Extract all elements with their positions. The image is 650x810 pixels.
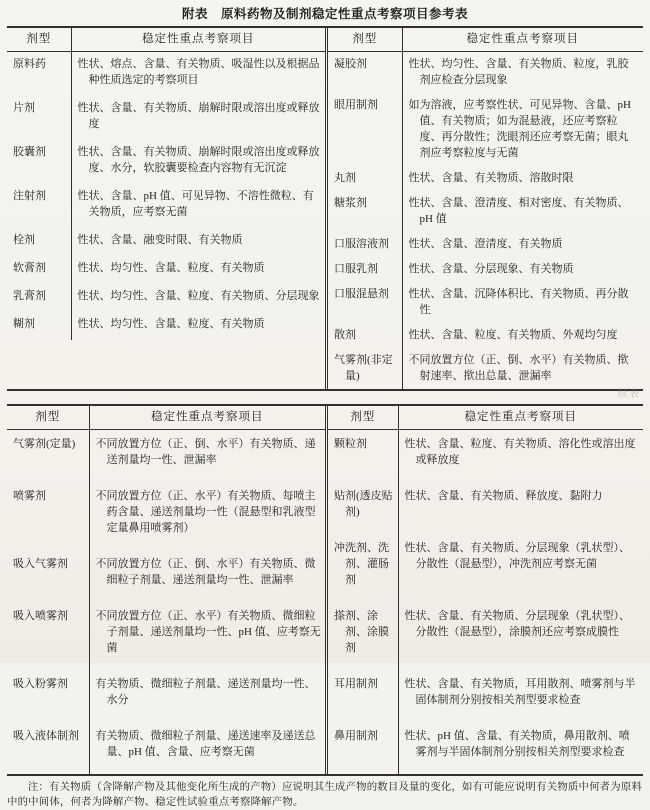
table-row <box>328 670 643 722</box>
table-row <box>328 534 643 602</box>
stability-table-1 <box>7 26 643 391</box>
table-row <box>7 256 325 284</box>
header-row <box>328 406 643 430</box>
dosage-form-cell: 吸入喷雾剂 <box>13 610 68 622</box>
dosage-form-cell: 糊剂 <box>13 318 35 330</box>
table-2-left-half <box>7 406 325 774</box>
table-row <box>7 550 325 602</box>
table-gap <box>7 391 643 404</box>
table-1-left-half <box>7 28 325 389</box>
table-row <box>328 93 643 166</box>
items-cell: 性状、含量、有关物质、崩解时限或溶出度或释放度 <box>77 102 320 130</box>
table-row <box>7 602 325 670</box>
dosage-form-cell: 眼用制剂 <box>334 99 378 111</box>
table-row <box>328 232 643 257</box>
dosage-form-cell: 鼻用制剂 <box>334 730 378 742</box>
dosage-form-cell: 口服溶液剂 <box>334 238 389 250</box>
items-cell: 性状、均匀性、含量、粒度、有关物质 <box>77 262 265 274</box>
table-row <box>328 52 643 94</box>
column-header-dosage-form: 剂型 <box>7 28 71 52</box>
table-row <box>7 312 325 340</box>
dosage-form-cell: 栓剂 <box>13 234 35 246</box>
items-cell: 性状、含量、粒度、有关物质、外观均匀度 <box>408 329 618 341</box>
dosage-form-cell: 原料药 <box>13 58 46 70</box>
items-cell: 不同放置方位（正、倒、水平）有关物质、递送剂量均一性、泄漏率 <box>95 438 316 466</box>
table-row <box>328 602 643 670</box>
dosage-form-cell: 吸入粉雾剂 <box>13 678 68 690</box>
table-row <box>7 184 325 228</box>
table-row <box>7 430 325 483</box>
items-cell: 不同放置方位（正、水平）有关物质、每喷主药含量、递送剂量均一性（混悬型和乳液型定量鼻用喷雾剂） <box>95 490 316 534</box>
items-cell: 性状、含量、有关物质、释放度、黏附力 <box>404 490 603 502</box>
table-row <box>7 482 325 550</box>
table-row <box>328 430 643 483</box>
column-header-dosage-form: 剂型 <box>7 406 89 430</box>
items-cell: 性状、含量、有关物质，耳用散剂、喷雾剂与半固体制剂分别按相关剂型要求检查 <box>404 678 636 706</box>
dosage-form-cell: 口服混悬剂 <box>334 288 389 300</box>
dosage-form-cell: 贴剂(透皮贴剂) <box>334 490 393 518</box>
items-cell: 性状、含量、有关物质、分层现象（乳状型）、分散性（混悬型），冲洗剂应考察无菌 <box>404 542 630 570</box>
items-cell: 性状、熔点、含量、有关物质、吸湿性以及根据品种性质选定的考察项目 <box>77 58 320 86</box>
header-row <box>7 28 325 52</box>
dosage-form-cell: 糖浆剂 <box>334 197 367 209</box>
page-title: 附表 原料药物及制剂稳定性重点考察项目参考表 <box>181 7 468 21</box>
table-row <box>328 166 643 191</box>
table-row <box>7 228 325 256</box>
items-cell: 不同放置方位（正、水平）有关物质、微细粒子剂量、递送剂量均一性、pH 值、应考察无菌 <box>95 610 321 654</box>
dosage-form-cell: 软膏剂 <box>13 262 46 274</box>
table-row <box>328 482 643 534</box>
dosage-form-cell: 注射剂 <box>13 190 46 202</box>
table-row <box>328 348 643 389</box>
dosage-form-cell: 吸入液体制剂 <box>13 730 79 742</box>
header-row <box>328 28 643 52</box>
dosage-form-cell: 散剂 <box>334 329 356 341</box>
items-cell: 有关物质、微细粒子剂量、递送剂量均一性、水分 <box>95 678 316 706</box>
items-cell: 性状、含量、澄清度、有关物质 <box>408 238 563 250</box>
items-cell: 性状、pH 值、含量、有关物质，鼻用散剂、喷雾剂与半固体制剂分别按相关剂型要求检查 <box>404 730 630 758</box>
table-row <box>7 722 325 774</box>
table-1-right-half <box>325 28 643 389</box>
items-cell: 性状、均匀性、含量、粒度、有关物质、分层现象 <box>77 290 320 302</box>
dosage-form-cell: 片剂 <box>13 102 35 114</box>
items-cell: 不同放置方位（正、倒、水平）有关物质、揿射速率、揿出总量、泄漏率 <box>408 354 629 382</box>
items-cell: 性状、均匀性、含量、有关物质、粒度，乳胶剂应检查分层现象 <box>408 58 629 86</box>
table-row <box>7 96 325 140</box>
header-row <box>7 406 325 430</box>
items-cell: 性状、含量、pH 值、可见异物、不溶性微粒、有关物质，应考察无菌 <box>77 190 314 218</box>
table-row <box>7 670 325 722</box>
dosage-form-cell: 耳用制剂 <box>334 678 378 690</box>
table-row <box>328 722 643 774</box>
table-row <box>7 140 325 184</box>
items-cell: 性状、含量、沉降体积比、有关物质、再分散性 <box>408 288 629 316</box>
dosage-form-cell: 喷雾剂 <box>13 490 46 502</box>
table-row <box>328 323 643 348</box>
column-header-items: 稳定性重点考察项目 <box>71 28 325 52</box>
items-cell: 性状、含量、有关物质、分层现象（乳状型）、分散性（混悬型），涂膜剂还应考察成膜性 <box>404 610 630 638</box>
table-2-right-half <box>325 406 643 774</box>
footnote: 注：有关物质（含降解产物及其他变化所生成的产物）应说明其生成产物的数目及量的变化，如有可能应说明有关物质中何者为原料中的中间体，何者为降解产物、稳定性试验重点考察降解产物。 <box>7 782 643 808</box>
column-header-items: 稳定性重点考察项目 <box>398 406 643 430</box>
column-header-items: 稳定性重点考察项目 <box>402 28 643 52</box>
dosage-form-cell: 胶囊剂 <box>13 146 46 158</box>
items-cell: 性状、含量、融变时限、有关物质 <box>77 234 243 246</box>
items-cell: 有关物质、微细粒子剂量、递送速率及递送总量、pH 值、含量、应考察无菌 <box>95 730 316 758</box>
dosage-form-cell: 乳膏剂 <box>13 290 46 302</box>
items-cell: 性状、含量、有关物质、崩解时限或溶出度或释放度、水分，软胶囊要检查内容物有无沉淀 <box>77 146 320 174</box>
items-cell: 性状、含量、有关物质、溶散时限 <box>408 172 574 184</box>
dosage-form-cell: 凝胶剂 <box>334 58 367 70</box>
table-row <box>328 257 643 282</box>
items-cell: 性状、含量、澄清度、相对密度、有关物质、pH 值 <box>408 197 629 225</box>
column-header-dosage-form: 剂型 <box>328 28 402 52</box>
continued-label: 续表 <box>618 389 640 400</box>
column-header-dosage-form: 剂型 <box>328 406 398 430</box>
dosage-form-cell: 口服乳剂 <box>334 263 378 275</box>
items-cell: 性状、均匀性、含量、粒度、有关物质 <box>77 318 265 330</box>
table-row <box>7 52 325 97</box>
table-row <box>328 282 643 323</box>
dosage-form-cell: 丸剂 <box>334 172 356 184</box>
items-cell: 性状、含量、分层现象、有关物质 <box>408 263 574 275</box>
stability-table-2 <box>7 404 643 776</box>
dosage-form-cell: 冲洗剂、洗剂、灌肠剂 <box>334 542 389 586</box>
table-row <box>7 284 325 312</box>
column-header-items: 稳定性重点考察项目 <box>89 406 325 430</box>
dosage-form-cell: 气雾剂(定量) <box>13 438 76 450</box>
table-row <box>328 191 643 232</box>
items-cell: 如为溶液，应考察性状、可见异物、含量、pH 值、有关物质；如为混悬液，还应考察粒度、再分散性；洗眼剂还应考察无菌；眼丸剂应考察粒度与无菌 <box>408 99 631 159</box>
items-cell: 不同放置方位（正、倒、水平）有关物质、微细粒子剂量、递送剂量均一性、泄漏率 <box>95 558 316 586</box>
dosage-form-cell: 气雾剂(非定量) <box>334 354 393 382</box>
dosage-form-cell: 搽剂、涂剂、涂膜剂 <box>334 610 389 654</box>
dosage-form-cell: 吸入气雾剂 <box>13 558 68 570</box>
dosage-form-cell: 颗粒剂 <box>334 438 367 450</box>
items-cell: 性状、含量、粒度、有关物质、溶化性或溶出度或释放度 <box>404 438 636 466</box>
